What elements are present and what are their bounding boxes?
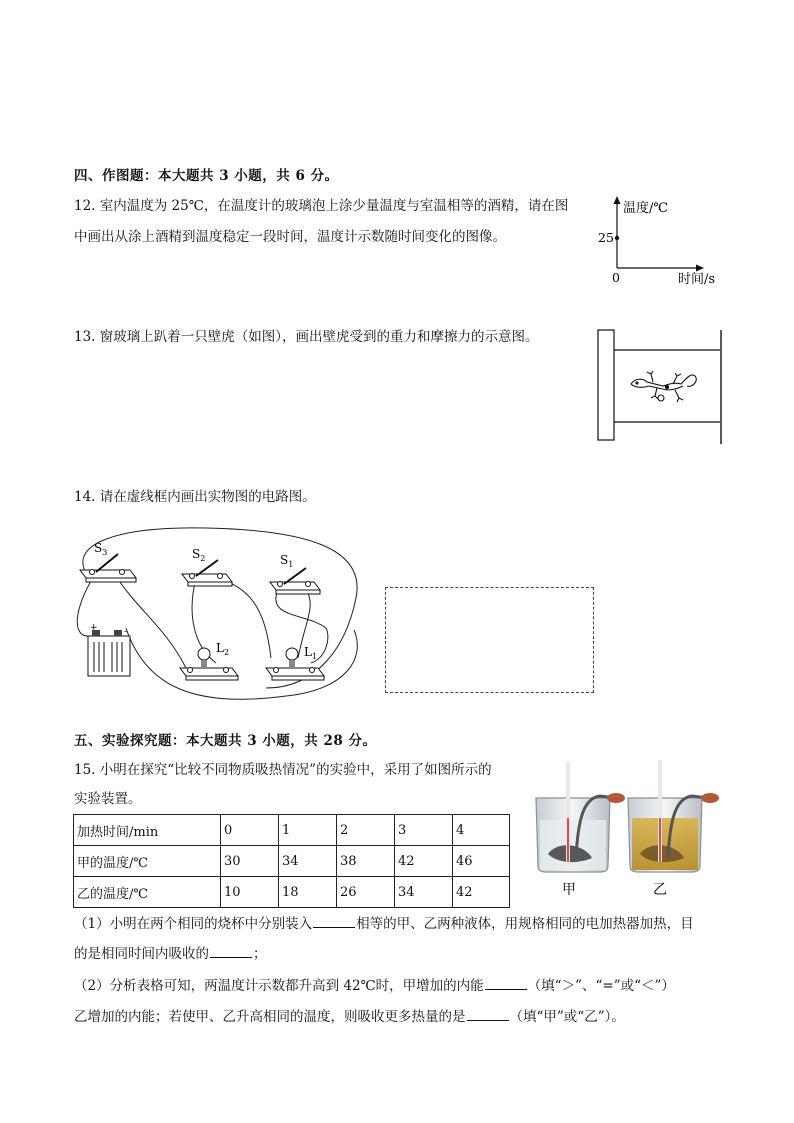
temperature-table bbox=[73, 814, 510, 908]
lamp-l2 bbox=[180, 648, 238, 680]
table-cell: 34 bbox=[395, 877, 453, 908]
q15-part1-text-b: 相等的甲、乙两种液体，用规格相同的电加热器加热，目 bbox=[356, 916, 694, 932]
q15-part2-text-c: 乙增加的内能；若使甲、乙升高相同的温度，则吸收更多热量的是 bbox=[74, 1009, 466, 1025]
table-cell: 0 bbox=[221, 815, 279, 846]
graph-xlabel: 时间/s bbox=[678, 272, 716, 287]
q15-part2-line1 bbox=[74, 973, 675, 999]
table-cell: 4 bbox=[453, 815, 510, 846]
q12-line-1: 12. 室内温度为 25℃，在温度计的玻璃泡上涂少量温度与室温相等的酒精，请在图 bbox=[74, 198, 569, 214]
q15-line-1: 15. 小明在探究“比较不同物质吸热情况”的实验中，采用了如图所示的 bbox=[74, 762, 492, 778]
q15-part2-text-d: （填“甲”或“乙”）。 bbox=[509, 1009, 625, 1025]
q15-part1-line2 bbox=[74, 941, 267, 967]
answer-blank-3[interactable] bbox=[485, 975, 527, 990]
graph-origin: 0 bbox=[612, 270, 620, 285]
table-cell: 34 bbox=[279, 846, 337, 877]
table-cell: 甲的温度/℃ bbox=[74, 846, 221, 877]
graph-ylabel: 温度/℃ bbox=[623, 201, 668, 216]
q15-part2-text-a: （2）分析表格可知，两温度计示数都升高到 42℃时，甲增加的内能 bbox=[74, 978, 484, 994]
section-5-title: 五、实验探究题：本大题共 3 小题，共 28 分。 bbox=[74, 733, 377, 749]
switch-s2 bbox=[182, 560, 232, 586]
circuit-physical-diagram bbox=[66, 518, 366, 718]
beakers-photo bbox=[528, 758, 723, 900]
table-cell: 10 bbox=[221, 877, 279, 908]
table-cell: 加热时间/min bbox=[74, 815, 221, 846]
table-cell: 1 bbox=[279, 815, 337, 846]
section-4-title: 四、作图题：本大题共 3 小题，共 6 分。 bbox=[74, 168, 339, 184]
table-cell: 38 bbox=[337, 846, 395, 877]
beaker-left bbox=[536, 762, 625, 872]
q15-part2-text-b: （填“＞”、“=”或“＜”） bbox=[527, 978, 675, 994]
q15-line-2: 实验装置。 bbox=[74, 791, 142, 807]
q15-part1-text-c: 的是相同时间内吸收的 bbox=[74, 946, 209, 962]
table-cell: 3 bbox=[395, 815, 453, 846]
label-l2: $L_2$ bbox=[216, 641, 230, 657]
q15-part1-line1 bbox=[74, 911, 694, 937]
label-s2: $S_2$ bbox=[192, 547, 206, 563]
table-cell: 30 bbox=[221, 846, 279, 877]
q12-line-2: 中画出从涂上酒精到温度稳定一段时间，温度计示数随时间变化的图像。 bbox=[74, 229, 506, 245]
table-cell: 乙的温度/℃ bbox=[74, 877, 221, 908]
answer-blank-2[interactable] bbox=[210, 943, 252, 958]
label-l1: $L_1$ bbox=[304, 645, 318, 661]
q15-part2-line2 bbox=[74, 1004, 625, 1030]
table-cell: 18 bbox=[279, 877, 337, 908]
table-cell: 42 bbox=[395, 846, 453, 877]
table-row bbox=[74, 846, 510, 877]
q15-part1-text-a: （1）小明在两个相同的烧杯中分别装入 bbox=[74, 916, 313, 932]
switch-s3 bbox=[80, 554, 136, 582]
graph-ytick-25: 25 bbox=[598, 230, 614, 245]
label-s1: $S_1$ bbox=[280, 553, 294, 569]
temperature-time-axes bbox=[590, 190, 730, 290]
table-cell: 46 bbox=[453, 846, 510, 877]
table-cell: 26 bbox=[337, 877, 395, 908]
beaker-left-label: 甲 bbox=[562, 882, 576, 898]
switch-s1 bbox=[270, 568, 320, 594]
gecko-window-figure bbox=[595, 328, 725, 446]
q15-part1-text-d: ； bbox=[253, 946, 267, 962]
table-row bbox=[74, 877, 510, 908]
svg-text:-: - bbox=[124, 627, 128, 637]
gecko-icon bbox=[631, 371, 696, 402]
beaker-right-label: 乙 bbox=[653, 882, 667, 898]
answer-blank-4[interactable] bbox=[467, 1006, 509, 1021]
answer-blank-1[interactable] bbox=[313, 913, 355, 928]
table-cell: 42 bbox=[453, 877, 510, 908]
table-cell: 2 bbox=[337, 815, 395, 846]
circuit-drawing-box[interactable] bbox=[385, 587, 594, 693]
svg-text:+: + bbox=[90, 623, 98, 633]
point-25 bbox=[615, 236, 619, 240]
q14-text: 14. 请在虚线框内画出实物图的电路图。 bbox=[74, 489, 316, 505]
label-s3: $S_3$ bbox=[94, 541, 108, 557]
table-row bbox=[74, 815, 510, 846]
battery-icon bbox=[88, 623, 130, 676]
q13-text: 13. 窗玻璃上趴着一只壁虎（如图），画出壁虎受到的重力和摩擦力的示意图。 bbox=[74, 329, 539, 345]
beaker-right bbox=[628, 760, 719, 872]
